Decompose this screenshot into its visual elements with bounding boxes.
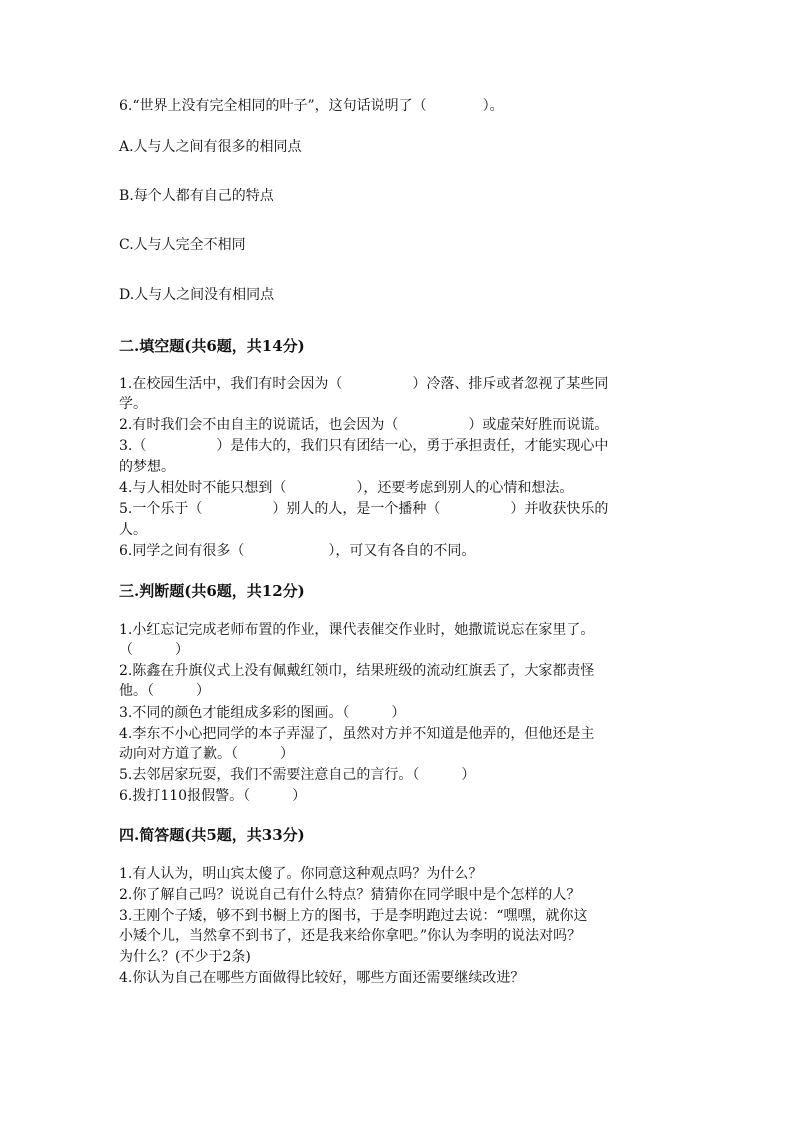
section-heading-fill-blank: 二.填空题(共6题，共14分) bbox=[119, 337, 305, 355]
fill-line: 学。 bbox=[119, 396, 147, 412]
fill-line: 1.在校园生活中，我们有时会因为（ ）冷落、排斥或者忽视了某些同 bbox=[119, 376, 609, 392]
short-answer-line: 3.王刚个子矮，够不到书橱上方的图书，于是李明跑过去说：“嘿嘿，就你这 bbox=[119, 908, 588, 924]
short-answer-line: 4.你认为自己在哪些方面做得比较好，哪些方面还需要继续改进？ bbox=[119, 970, 525, 986]
judge-line: （ ） bbox=[119, 642, 189, 658]
short-answer-line: 2.你了解自己吗？说说自己有什么特点？猜猜你在同学眼中是个怎样的人？ bbox=[119, 887, 581, 903]
question-6-option-d: D.人与人之间没有相同点 bbox=[119, 287, 275, 303]
judge-line: 动向对方道了歉。（ ） bbox=[119, 746, 294, 762]
fill-line: 人。 bbox=[119, 522, 147, 538]
question-6-option-c: C.人与人完全不相同 bbox=[119, 237, 246, 253]
question-6-stem: 6.“世界上没有完全相同的叶子”，这句话说明了（ ）。 bbox=[119, 98, 504, 114]
section-heading-short-answer: 四.简答题(共5题，共33分) bbox=[119, 826, 305, 844]
judge-line: 3.不同的颜色才能组成多彩的图画。（ ） bbox=[119, 705, 406, 721]
short-answer-line: 为什么？(不少于2条) bbox=[119, 949, 251, 965]
fill-line: 6.同学之间有很多（ ），可又有各自的不同。 bbox=[119, 543, 476, 559]
short-answer-line: 小矮个儿，当然拿不到书了，还是我来给你拿吧。”你认为李明的说法对吗？ bbox=[119, 928, 582, 944]
judge-line: 4.李东不小心把同学的本子弄湿了，虽然对方并不知道是他弄的，但他还是主 bbox=[119, 726, 595, 742]
judge-line: 1.小红忘记完成老师布置的作业，课代表催交作业时，她撒谎说忘在家里了。 bbox=[119, 622, 595, 638]
judge-line: 6.拨打110报假警。（ ） bbox=[119, 788, 307, 804]
judge-line: 5.去邻居家玩耍，我们不需要注意自己的言行。（ ） bbox=[119, 767, 476, 783]
fill-line: 4.与人相处时不能只想到（ ），还要考虑到别人的心情和想法。 bbox=[119, 480, 574, 496]
short-answer-line: 1.有人认为，明山宾太傻了。你同意这种观点吗？为什么？ bbox=[119, 866, 483, 882]
fill-line: 5.一个乐于（ ）别人的人，是一个播种（ ）并收获快乐的 bbox=[119, 501, 609, 517]
judge-line: 他。（ ） bbox=[119, 683, 210, 699]
fill-line: 的梦想。 bbox=[119, 459, 175, 475]
judge-line: 2.陈鑫在升旗仪式上没有佩戴红领巾，结果班级的流动红旗丢了，大家都责怪 bbox=[119, 663, 595, 679]
question-6-option-b: B.每个人都有自己的特点 bbox=[119, 188, 274, 204]
question-6-option-a: A.人与人之间有很多的相同点 bbox=[119, 139, 302, 155]
section-heading-judge: 三.判断题(共6题，共12分) bbox=[119, 582, 305, 600]
fill-line: 3.（ ）是伟大的，我们只有团结一心，勇于承担责任，才能实现心中 bbox=[119, 438, 609, 454]
fill-line: 2.有时我们会不由自主的说谎话，也会因为（ ）或虚荣好胜而说谎。 bbox=[119, 417, 609, 433]
